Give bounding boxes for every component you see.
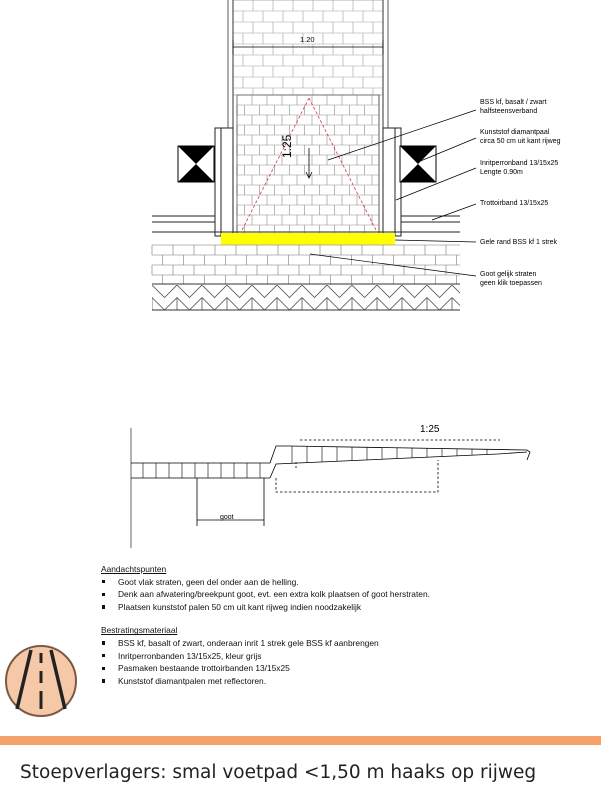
notes-heading-aandachtspunten: Aandachtspunten <box>101 564 167 574</box>
list-item: Plaatsen kunststof palen 50 cm uit kant rijweg indien noodzakelijk <box>101 601 571 614</box>
list-item: Pasmaken bestaande trottoirbanden 13/15x25 <box>101 662 571 675</box>
list-item: Goot vlak straten, geen del onder aan de helling. <box>101 576 571 589</box>
sidewalk-paving <box>233 0 383 95</box>
inritperronband-left <box>215 128 233 236</box>
section-slope-label: 1:25 <box>420 424 440 435</box>
notes-block <box>101 563 571 698</box>
yellow-edge-strip <box>221 233 395 245</box>
road-herringbone <box>152 285 460 310</box>
label-gele-rand: Gele rand BSS kf 1 strek <box>480 239 558 246</box>
plan-view-drawing <box>0 0 601 360</box>
plan-slope-label: 1:25 <box>280 134 294 158</box>
label-inritperronband: Inritperronband 13/15x25 Lengte 0.90m <box>480 160 559 176</box>
section-brick-joints <box>143 446 487 478</box>
width-dimension-label: 1.20 <box>300 35 315 44</box>
label-bss-kf: BSS kf, basalt / zwart halfsteensverband <box>480 99 547 115</box>
inritperronband-right <box>383 128 401 236</box>
diamond-post-right-icon <box>400 146 436 182</box>
list-item: Kunststof diamantpalen met reflectoren. <box>101 675 571 688</box>
section-goot-label: goot <box>220 514 234 521</box>
notes-heading-bestratingsmateriaal: Bestratingsmateriaal <box>101 625 178 636</box>
page-title: Stoepverlagers: smal voetpad <1,50 m haaks op rijweg <box>20 762 537 783</box>
list-item: Inritperronbanden 13/15x25, kleur grijs <box>101 650 571 663</box>
gutter-paving <box>152 245 460 284</box>
list-item: BSS kf, basalt of zwart, onderaan inrit 1 strek gele BSS kf aanbrengen <box>101 637 571 650</box>
diamond-post-left-icon <box>178 146 214 182</box>
notes-list-bestratingsmateriaal <box>101 637 571 687</box>
label-diamantpaal: Kunststof diamantpaal circa 50 cm uit kant rijweg <box>480 129 561 145</box>
notes-list-aandachtspunten <box>101 576 571 614</box>
road-logo-icon <box>3 643 79 719</box>
list-item: Denk aan afwatering/breekpunt goot, evt. een extra kolk plaatsen of goot herstraten. <box>101 588 571 601</box>
label-trottoirband: Trottoirband 13/15x25 <box>480 200 549 207</box>
accent-bar <box>0 736 601 745</box>
label-goot: Goot gelijk straten geen klik toepassen <box>480 271 542 287</box>
